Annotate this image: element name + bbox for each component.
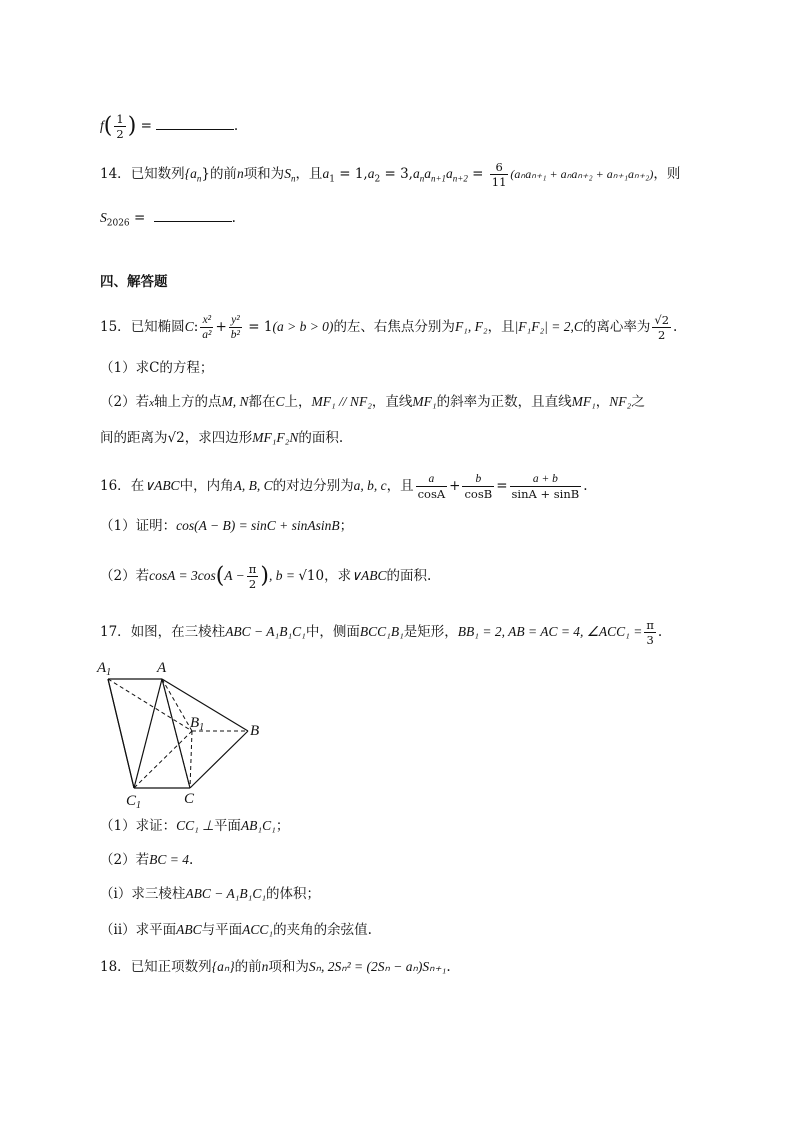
q15-part-2-line-1: （2）若x轴上方的点M, N都在C上，MF₁ // NF₂，直线MF₁的斜率为正数，且直线MF₁，NF₂之 bbox=[100, 394, 645, 410]
q17-line-1: 17．如图，在三棱柱ABC − A₁B₁C₁中，侧面BCC₁B₁是矩形，BB₁ = 2, AB = AC = 4, ∠ACC₁ = $\frac{\pi}{3}$ . bbox=[100, 618, 663, 647]
question-number: 15． bbox=[100, 319, 131, 335]
question-number: 14． bbox=[100, 166, 131, 182]
q14-fraction: $\frac{6}{11}$ bbox=[491, 160, 507, 189]
answer-blank[interactable] bbox=[154, 209, 232, 222]
q15-line-1: 15．已知椭圆C: $\frac{\text{x²}}{\text{a²}}$ + $\frac{\text{y²}}{\text{b²}}$ = 1(a > b > 0)的左、右焦点分别为F₁, F₂，且|F₁F₂| = 2,C的离心率为 $\frac{√2}{2}$ . bbox=[100, 313, 678, 342]
question-number: 17． bbox=[100, 624, 131, 640]
q16-part-1: （1）证明：cos(A − B) = sinC + sinAsinB； bbox=[100, 518, 354, 534]
question-number: 16． bbox=[100, 478, 131, 494]
q18-line-1: 18．已知正项数列{aₙ}的前n项和为Sₙ, 2Sₙ² = (2Sₙ − aₙ)Sₙ₊₁. bbox=[100, 959, 451, 975]
label-B: B bbox=[250, 723, 260, 739]
question-number: 18． bbox=[100, 959, 131, 975]
section-heading: 四、解答题 bbox=[100, 274, 168, 290]
prism-figure bbox=[94, 655, 274, 811]
q13-function: f bbox=[100, 118, 104, 133]
q14-line-2: $S_{2026}$ = . bbox=[100, 210, 236, 229]
q16-line-1: 16．在∨ABC中，内角A, B, C的对边分别为a, b, c，且 $\frac{a}{\cos A}$ + $\frac{b}{\cos B}$ = $\frac{a + b}{\sin A + \sin B}$ . bbox=[100, 473, 588, 501]
label-B1: $B_1$ bbox=[190, 715, 205, 733]
q15-part-1: （1）求C的方程； bbox=[100, 360, 214, 376]
q15-part-2-line-2: 间的距离为√2，求四边形MF₁F₂N的面积. bbox=[100, 430, 344, 446]
q17-part-1: （1）求证：CC₁ ⊥平面AB₁C₁； bbox=[100, 818, 290, 834]
label-A: A bbox=[157, 660, 167, 676]
q13-answer-line: f( $\frac{1}{2}$ ) = . bbox=[100, 112, 239, 141]
q16-part-2: （2）若cosA = 3cos(A − $\frac{\pi}{2}$ ), b = √10，求∨ABC的面积. bbox=[100, 562, 432, 591]
q13-fraction: $\frac{1}{2}$ bbox=[116, 112, 124, 141]
label-A1: $A_1$ bbox=[97, 660, 112, 678]
answer-blank[interactable] bbox=[156, 117, 234, 130]
q14-line-1: 14．已知数列$\{a_n\}$的前n项和为$S_n$，且$a_1 = 1,a_2 = 3,a_na_{n+1}a_{n+2}$ = $\frac{6}{11}$ (aₙaₙ₊₁ + aₙaₙ₊₂ + aₙ₊₁aₙ₊₂)，则 bbox=[100, 160, 681, 189]
q17-part-2: （2）若BC = 4. bbox=[100, 852, 194, 868]
label-C1: $C_1$ bbox=[126, 793, 142, 811]
q17-sub-ii: （ii）求平面ABC与平面ACC₁的夹角的余弦值. bbox=[100, 922, 372, 938]
q17-sub-i: （i）求三棱柱ABC − A₁B₁C₁的体积； bbox=[100, 886, 321, 902]
label-C: C bbox=[184, 791, 195, 807]
